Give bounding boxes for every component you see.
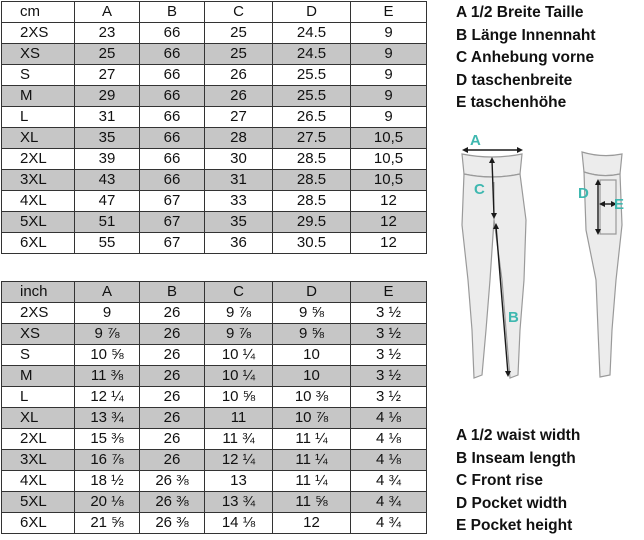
value-cell: 9 <box>351 44 427 65</box>
value-cell: 20 ⅛ <box>75 492 140 513</box>
value-cell: 10 ¼ <box>205 366 273 387</box>
leggings-front-view <box>462 154 526 378</box>
value-cell: 9 ⅞ <box>205 303 273 324</box>
value-cell: 27.5 <box>273 128 351 149</box>
table-header-row <box>2 282 427 303</box>
size-label: XS <box>2 44 75 65</box>
table-row <box>2 149 427 170</box>
value-cell: 26 ⅜ <box>140 492 205 513</box>
legend-item: B Länge Innennaht <box>456 26 596 44</box>
value-cell: 3 ½ <box>351 366 427 387</box>
value-cell: 10 ¼ <box>205 345 273 366</box>
value-cell: 31 <box>205 170 273 191</box>
value-cell: 11 <box>205 408 273 429</box>
header-cell: C <box>205 2 273 23</box>
value-cell: 11 ¼ <box>273 471 351 492</box>
value-cell: 30 <box>205 149 273 170</box>
value-cell: 36 <box>205 233 273 254</box>
value-cell: 67 <box>140 212 205 233</box>
value-cell: 4 ¾ <box>351 513 427 534</box>
value-cell: 4 ¾ <box>351 471 427 492</box>
value-cell: 26 <box>140 450 205 471</box>
value-cell: 9 ⅞ <box>205 324 273 345</box>
value-cell: 3 ½ <box>351 387 427 408</box>
value-cell: 66 <box>140 128 205 149</box>
value-cell: 26 <box>140 366 205 387</box>
value-cell: 11 ¼ <box>273 429 351 450</box>
size-label: 2XL <box>2 149 75 170</box>
table-row <box>2 345 427 366</box>
value-cell: 39 <box>75 149 140 170</box>
value-cell: 31 <box>75 107 140 128</box>
value-cell: 28.5 <box>273 191 351 212</box>
value-cell: 9 <box>75 303 140 324</box>
value-cell: 9 <box>351 23 427 44</box>
value-cell: 26 <box>140 345 205 366</box>
size-label: M <box>2 86 75 107</box>
diagram-label-e: E <box>614 196 625 213</box>
size-label: 2XS <box>2 23 75 44</box>
value-cell: 25 <box>75 44 140 65</box>
size-label: XS <box>2 324 75 345</box>
value-cell: 67 <box>140 233 205 254</box>
table-row <box>2 324 427 345</box>
table-row <box>2 471 427 492</box>
value-cell: 30.5 <box>273 233 351 254</box>
diagram-label-c: C <box>474 181 485 198</box>
value-cell: 4 ⅛ <box>351 450 427 471</box>
value-cell: 66 <box>140 44 205 65</box>
value-cell: 9 ⅞ <box>75 324 140 345</box>
value-cell: 26 <box>140 303 205 324</box>
value-cell: 24.5 <box>273 23 351 44</box>
value-cell: 11 ¼ <box>273 450 351 471</box>
size-label: 2XL <box>2 429 75 450</box>
table-row <box>2 408 427 429</box>
size-label: 3XL <box>2 450 75 471</box>
legend-item: D Pocket width <box>456 494 568 512</box>
size-label: XL <box>2 408 75 429</box>
value-cell: 55 <box>75 233 140 254</box>
size-label: 4XL <box>2 471 75 492</box>
value-cell: 25 <box>205 23 273 44</box>
size-label: S <box>2 345 75 366</box>
value-cell: 51 <box>75 212 140 233</box>
value-cell: 33 <box>205 191 273 212</box>
value-cell: 10 ⅝ <box>75 345 140 366</box>
inch-size-table <box>1 281 427 534</box>
value-cell: 28 <box>205 128 273 149</box>
table-row <box>2 107 427 128</box>
value-cell: 3 ½ <box>351 345 427 366</box>
value-cell: 18 ½ <box>75 471 140 492</box>
legend-item: D taschenbreite <box>456 71 573 89</box>
value-cell: 13 ¾ <box>75 408 140 429</box>
header-cell: C <box>205 282 273 303</box>
value-cell: 9 <box>351 65 427 86</box>
value-cell: 12 ¼ <box>75 387 140 408</box>
size-label: 5XL <box>2 212 75 233</box>
legend-item: C Front rise <box>456 472 543 489</box>
value-cell: 25 <box>205 44 273 65</box>
size-label: 2XS <box>2 303 75 324</box>
size-label: 6XL <box>2 513 75 534</box>
value-cell: 4 ⅛ <box>351 429 427 450</box>
legend-item: B Inseam length <box>456 449 576 467</box>
table-row <box>2 23 427 44</box>
legend-item: A 1/2 waist width <box>456 427 581 444</box>
value-cell: 14 ⅛ <box>205 513 273 534</box>
diagram-label-b: B <box>508 309 519 326</box>
size-label: L <box>2 387 75 408</box>
value-cell: 4 ⅛ <box>351 408 427 429</box>
value-cell: 15 ⅜ <box>75 429 140 450</box>
size-label: 3XL <box>2 170 75 191</box>
value-cell: 13 ¾ <box>205 492 273 513</box>
size-label: 5XL <box>2 492 75 513</box>
value-cell: 10,5 <box>351 128 427 149</box>
table-header-row <box>2 2 427 23</box>
header-cell: E <box>351 2 427 23</box>
value-cell: 27 <box>75 65 140 86</box>
value-cell: 47 <box>75 191 140 212</box>
size-label: XL <box>2 128 75 149</box>
value-cell: 3 ½ <box>351 303 427 324</box>
legend-item: A 1/2 Breite Taille <box>456 4 584 21</box>
value-cell: 12 <box>351 212 427 233</box>
header-cell: A <box>75 2 140 23</box>
legend-german <box>456 2 596 115</box>
cm-size-table <box>1 1 427 254</box>
header-cell: B <box>140 2 205 23</box>
value-cell: 35 <box>75 128 140 149</box>
size-label: M <box>2 366 75 387</box>
table-row <box>2 492 427 513</box>
value-cell: 12 <box>351 233 427 254</box>
header-cell: inch <box>2 282 75 303</box>
value-cell: 28.5 <box>273 149 351 170</box>
value-cell: 16 ⅞ <box>75 450 140 471</box>
header-cell: B <box>140 282 205 303</box>
value-cell: 66 <box>140 65 205 86</box>
value-cell: 26 <box>140 387 205 408</box>
value-cell: 29 <box>75 86 140 107</box>
value-cell: 66 <box>140 23 205 44</box>
table-row <box>2 212 427 233</box>
value-cell: 10,5 <box>351 149 427 170</box>
value-cell: 13 <box>205 471 273 492</box>
table-row <box>2 387 427 408</box>
size-label: 6XL <box>2 233 75 254</box>
header-cell: D <box>273 2 351 23</box>
table-row <box>2 450 427 471</box>
value-cell: 9 <box>351 86 427 107</box>
value-cell: 25.5 <box>273 65 351 86</box>
size-label: S <box>2 65 75 86</box>
table-row <box>2 44 427 65</box>
value-cell: 66 <box>140 107 205 128</box>
value-cell: 10,5 <box>351 170 427 191</box>
table-row <box>2 191 427 212</box>
value-cell: 66 <box>140 149 205 170</box>
value-cell: 28.5 <box>273 170 351 191</box>
value-cell: 26 <box>140 429 205 450</box>
table-row <box>2 366 427 387</box>
value-cell: 9 ⅝ <box>273 303 351 324</box>
value-cell: 43 <box>75 170 140 191</box>
value-cell: 29.5 <box>273 212 351 233</box>
value-cell: 66 <box>140 86 205 107</box>
value-cell: 35 <box>205 212 273 233</box>
diagram-label-a: A <box>470 132 481 149</box>
value-cell: 26 <box>140 324 205 345</box>
value-cell: 9 <box>351 107 427 128</box>
table-row <box>2 303 427 324</box>
header-cell: cm <box>2 2 75 23</box>
value-cell: 66 <box>140 170 205 191</box>
value-cell: 24.5 <box>273 44 351 65</box>
size-label: L <box>2 107 75 128</box>
value-cell: 12 <box>351 191 427 212</box>
header-cell: A <box>75 282 140 303</box>
table-row <box>2 86 427 107</box>
header-cell: E <box>351 282 427 303</box>
value-cell: 10 ⅜ <box>273 387 351 408</box>
table-row <box>2 513 427 534</box>
value-cell: 11 ¾ <box>205 429 273 450</box>
value-cell: 26 ⅜ <box>140 513 205 534</box>
value-cell: 25.5 <box>273 86 351 107</box>
value-cell: 10 ⅝ <box>205 387 273 408</box>
leggings-measurement-diagram <box>450 130 640 390</box>
legend-item: E Pocket height <box>456 517 573 534</box>
value-cell: 12 <box>273 513 351 534</box>
value-cell: 11 ⅝ <box>273 492 351 513</box>
value-cell: 26 <box>205 65 273 86</box>
table-row <box>2 170 427 191</box>
value-cell: 12 ¼ <box>205 450 273 471</box>
value-cell: 26 <box>205 86 273 107</box>
value-cell: 26 ⅜ <box>140 471 205 492</box>
legend-item: E taschenhöhe <box>456 94 567 111</box>
value-cell: 21 ⅝ <box>75 513 140 534</box>
table-row <box>2 65 427 86</box>
value-cell: 3 ½ <box>351 324 427 345</box>
value-cell: 26 <box>140 408 205 429</box>
header-cell: D <box>273 282 351 303</box>
value-cell: 26.5 <box>273 107 351 128</box>
table-row <box>2 233 427 254</box>
value-cell: 4 ¾ <box>351 492 427 513</box>
table-row <box>2 128 427 149</box>
value-cell: 27 <box>205 107 273 128</box>
value-cell: 67 <box>140 191 205 212</box>
value-cell: 10 <box>273 345 351 366</box>
legend-item: C Anhebung vorne <box>456 49 595 66</box>
diagram-label-d: D <box>578 185 589 202</box>
value-cell: 11 ⅜ <box>75 366 140 387</box>
value-cell: 10 ⅞ <box>273 408 351 429</box>
value-cell: 9 ⅝ <box>273 324 351 345</box>
value-cell: 23 <box>75 23 140 44</box>
value-cell: 10 <box>273 366 351 387</box>
size-label: 4XL <box>2 191 75 212</box>
table-row <box>2 429 427 450</box>
legend-english <box>456 425 580 538</box>
